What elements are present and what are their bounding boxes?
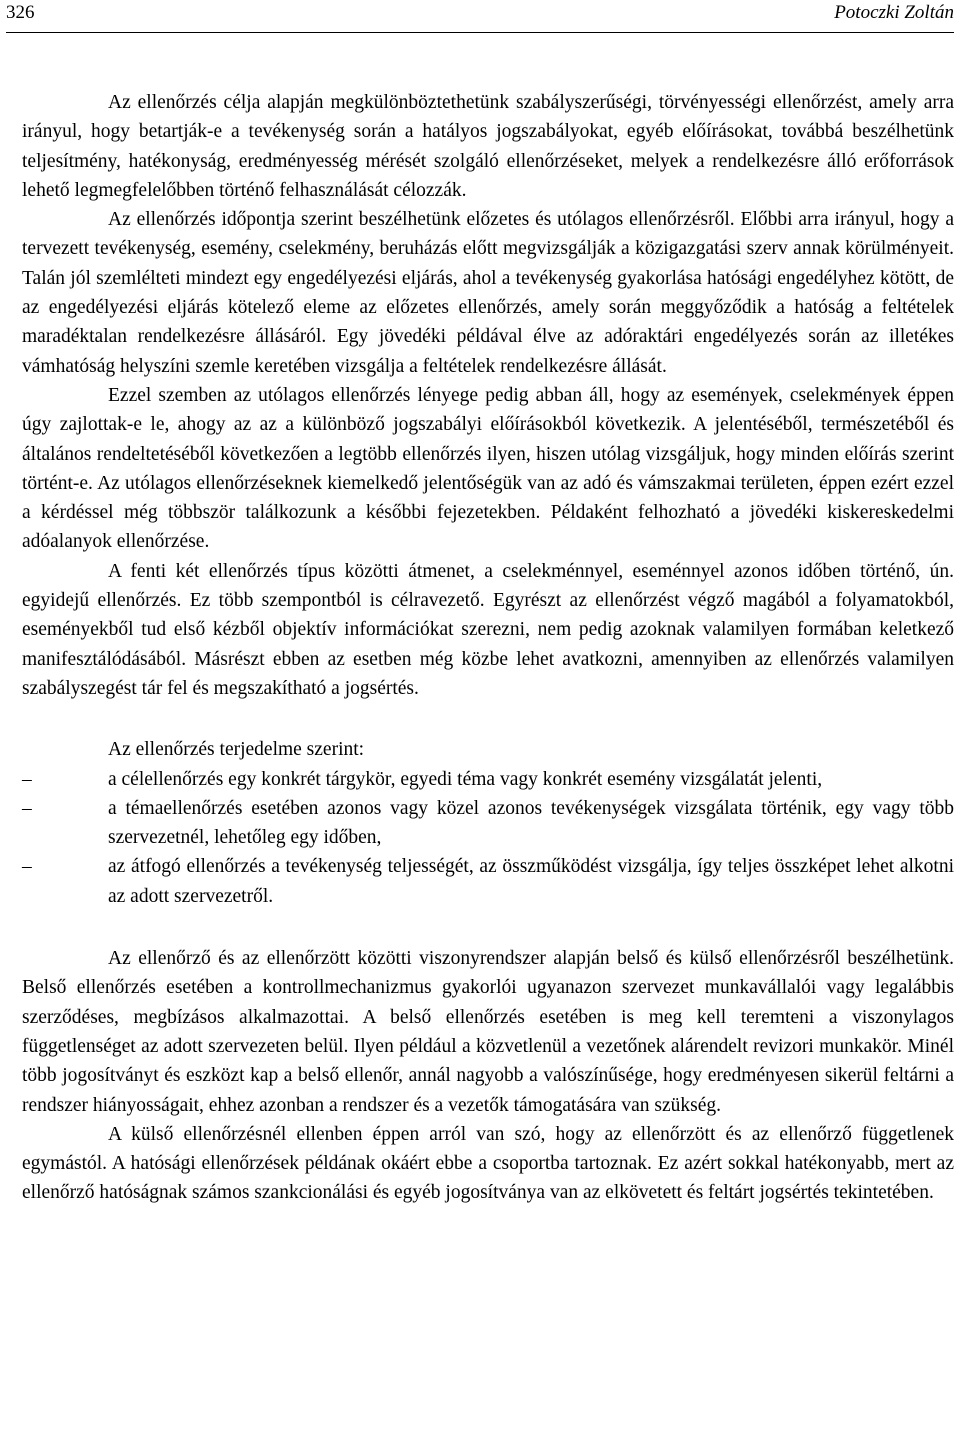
list-item <box>22 852 954 911</box>
dash-bullet: – <box>22 856 32 878</box>
paragraph-scope-intro: Az ellenőrzés terjedelme szerint: <box>108 739 365 761</box>
paragraph-concurrent-control: A fenti két ellenőrzés típus közötti átmenet, a cselekménnyel, eseménnyel azonos időben történő, ún. egyidejű ellenőrzés. Ez több szempontból is célravezető. Egyrészt az ellenőrzést végző magából a folyamatokból, eseményekből tud első kézből objektív információkat szerezni, nem pedig azoknak valamilyen formában keletkező manifesztálódásából. Másrészt ebben az esetben még közbe lehet avatkozni, amennyiben az ellenőrzés valamilyen szabályszegést tár fel és megszakítható a jogsértés. <box>22 560 954 699</box>
paragraph-internal-external: Az ellenőrző és az ellenőrzött közötti viszonyrendszer alapján belső és külső ellenőrzésről beszélhetünk. Belső ellenőrzés esetében a kontrollmechanizmus gyakorlói ugyanazon szervezet munkavállalói vagy legalábbis szerződéses, megbízásos alkalmazottai. A belső ellenőrzés esetében is meg kell teremteni a viszonylagos függetlenséget az adott szervezeten belül. Ilyen például a közvetlenül a vezetőnek alárendelt revizori munkakör. Minél több jogosítványt és eszközt kap a belső ellenőr, annál nagyobb a valószínűsége, hogy eredményesen sikerül feltárni a rendszer hiányosságait, ehhez azonban a rendszer és a vezetők támogatására van szükség. <box>22 948 954 1116</box>
list-item <box>22 794 954 853</box>
list-item <box>22 765 954 794</box>
page-number: 326 <box>6 2 35 23</box>
scope-list <box>22 765 954 911</box>
dash-bullet: – <box>22 797 32 819</box>
paragraph-external-control: A külső ellenőrzésnél ellenben éppen arról van szó, hogy az ellenőrzött és az ellenőrző függetlenek egymástól. A hatósági ellenőrzések példának okáért ebbe a csoportba tartoznak. Ez azért sokkal hatékonyabb, mert az ellenőrző hatóságnak számos szankcionálási és egyéb jogosítványa van az elkövetett és feltárt jogsértés tekintetében. <box>22 1123 954 1204</box>
paragraph-timing: Az ellenőrzés időpontja szerint beszélhetünk előzetes és utólagos ellenőrzésről. Előbbi arra irányul, hogy a tervezett tevékenység, esemény, cselekmény, beruházás előtt megvizsgálják a közigazgatási szerv annak körülményeit. Talán jól szemlélteti mindezt egy engedélyezési eljárás, ahol a tevékenység gyakorlása hatósági engedélyhez kötött, de az engedélyezési eljárás kötelező eleme az előzetes ellenőrzés, amely során meggyőződik a hatóság a feltételek maradéktalan rendelkezésre állásáról. Egy jövedéki példával élve az adóraktári engedélyezés során az illetékes vámhatóság helyszíni szemle keretében vizsgálja a feltételek rendelkezésre állását. <box>22 209 954 377</box>
body-text <box>22 88 954 1208</box>
paragraph-purpose: Az ellenőrzés célja alapján megkülönböztethetünk szabályszerűségi, törvényességi ellenőrzést, amely arra irányul, hogy betartják-e a tevékenység során a hatályos jogszabályokat, egyéb előírásokat, továbbá beszélhetünk teljesítmény, hatékonyság, eredményesség mérését szolgáló ellenőrzéseket, melyek a rendelkezésre álló erőforrások lehető legmegfelelőbben történő felhasználását célozzák. <box>22 92 954 201</box>
author-name: Potoczki Zoltán <box>834 2 954 23</box>
dash-bullet: – <box>22 768 32 790</box>
running-header <box>6 0 954 33</box>
spacer <box>22 703 954 735</box>
spacer <box>22 911 954 944</box>
list-item-text: a témaellenőrzés esetében azonos vagy közel azonos tevékenységek vizsgálata történik, egy vagy több szervezetnél, lehetőleg egy időben, <box>108 797 954 849</box>
paragraph-post-control: Ezzel szemben az utólagos ellenőrzés lényege pedig abban áll, hogy az események, cselekmények éppen úgy zajlottak-e le, ahogy az az a különböző jogszabályi előírásokból következik. A jelentéséből, természetéből és általános rendeltetéséből következően a legtöbb ellenőrzés ilyen, hiszen utólag vizsgáljuk, hogy minden előírás szerint történt-e. Az utólagos ellenőrzéseknek kiemelkedő jelentőségük van az adó és vámszakmai területen, éppen ezért ezzel a kérdéssel még többször találkozunk a későbbi fejezetekben. Példaként felhozható a jövedéki kiskereskedelmi adóalanyok ellenőrzése. <box>22 384 954 553</box>
list-item-text: az átfogó ellenőrzés a tevékenység teljességét, az összműködést vizsgálja, így teljes összképet lehet alkotni az adott szervezetről. <box>108 856 954 907</box>
list-item-text: a célellenőrzés egy konkrét tárgykör, egyedi téma vagy konkrét esemény vizsgálatát jelenti, <box>108 768 823 790</box>
